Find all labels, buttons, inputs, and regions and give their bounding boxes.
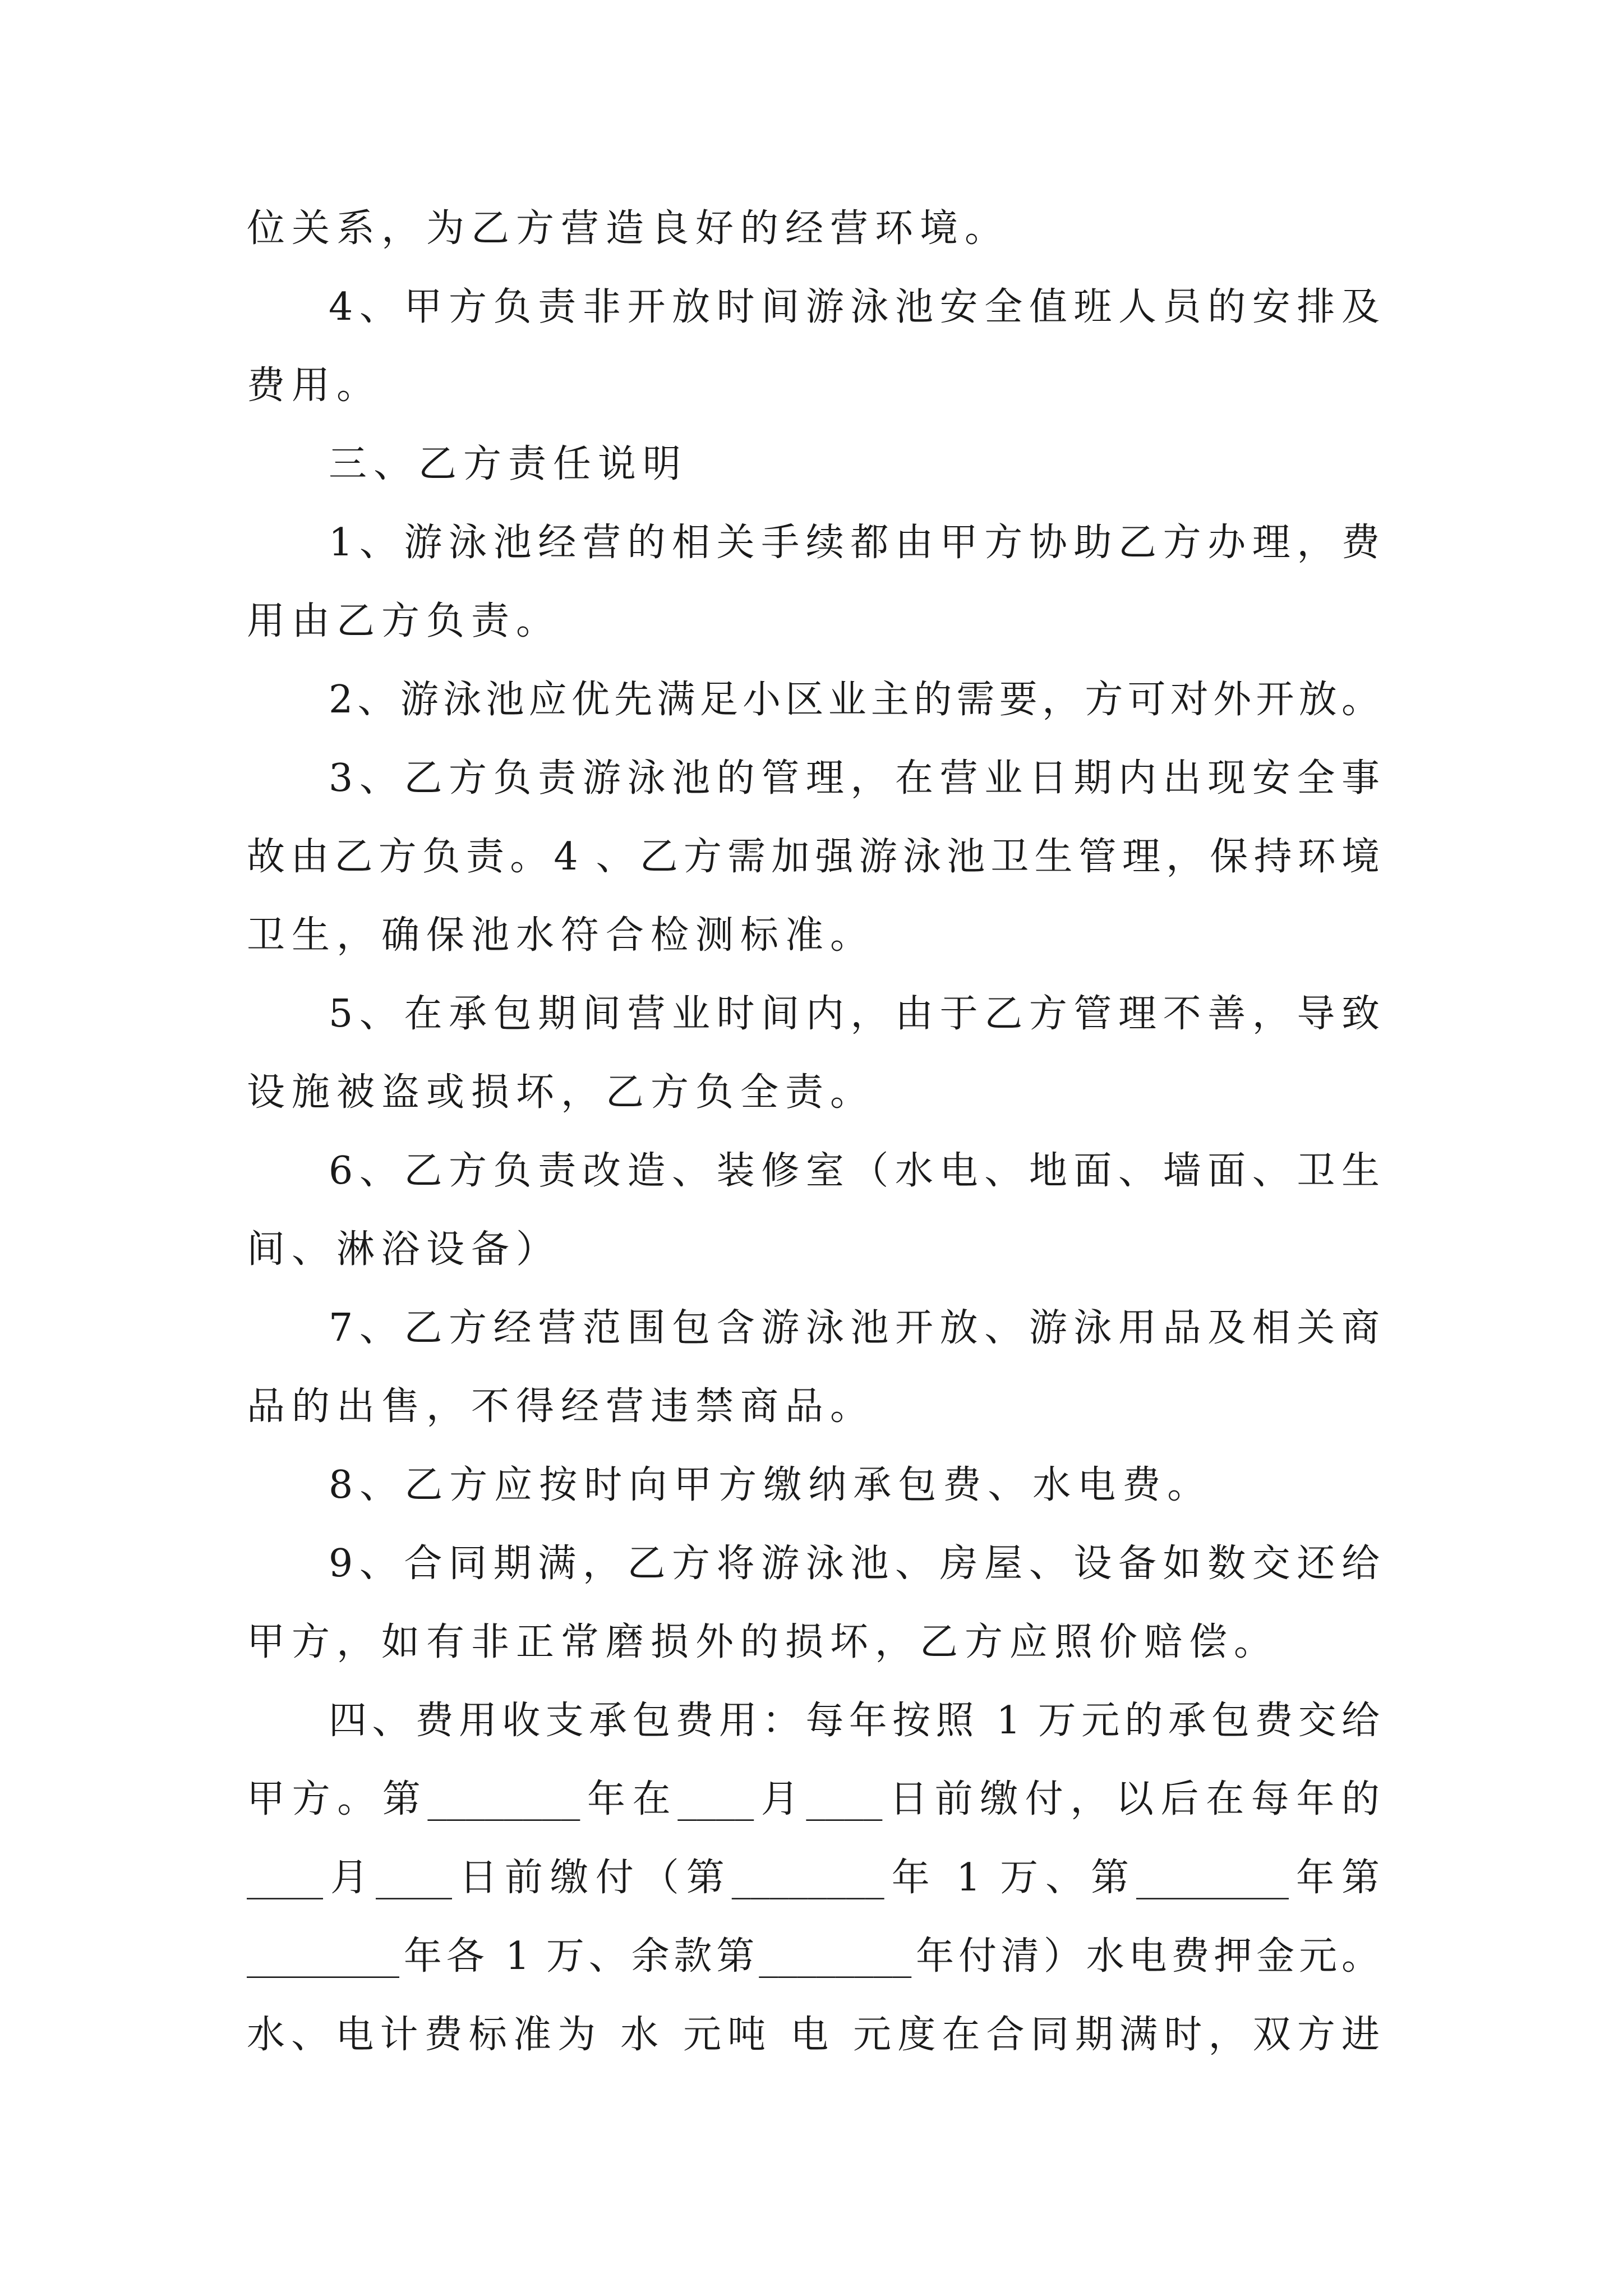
text-line-1: 位关系，为乙方营造良好的经营环境。 [247, 206, 1010, 251]
text-line-24: 水、电计费标准为 水 元吨 电 元度在合同期满时，双方进 [247, 2013, 1380, 2057]
section-heading-4: 四、费用收支承包费用：每年按照 1 万元的承包费交给 [329, 1699, 1380, 1743]
text-line-5: 1、游泳池经营的相关手续都由甲方协助乙方办理，费 [329, 521, 1380, 565]
text-line-23: ________年各 1 万、余款第________年付清）水电费押金元。 [247, 1934, 1380, 1978]
text-line-10: 卫生，确保池水符合检测标准。 [247, 913, 875, 958]
section-heading-3: 三、乙方责任说明 [329, 442, 688, 486]
text-line-13: 6、乙方负责改造、装修室（水电、地面、墙面、卫生 [329, 1149, 1380, 1193]
text-line-17: 8、乙方应按时向甲方缴纳承包费、水电费。 [329, 1463, 1212, 1507]
text-line-19: 甲方，如有非正常磨损外的损坏，乙方应照价赔偿。 [247, 1620, 1279, 1664]
text-line-21: 甲方。第________年在____月____日前缴付，以后在每年的 [247, 1777, 1380, 1821]
text-line-8: 3、乙方负责游泳池的管理，在营业日期内出现安全事 [329, 756, 1380, 800]
text-line-2: 4、甲方负责非开放时间游泳池安全值班人员的安排及 [329, 285, 1380, 329]
text-line-18: 9、合同期满，乙方将游泳池、房屋、设备如数交还给 [329, 1542, 1380, 1586]
text-line-7: 2、游泳池应优先满足小区业主的需要，方可对外开放。 [329, 678, 1380, 722]
text-line-22: ____月____日前缴付（第________年 1 万、第________年第 [247, 1856, 1380, 1900]
text-line-12: 设施被盗或损坏，乙方负全责。 [247, 1070, 875, 1115]
text-line-14: 间、淋浴设备） [247, 1227, 561, 1272]
text-line-9: 故由乙方负责。4 、乙方需加强游泳池卫生管理，保持环境 [247, 835, 1380, 879]
text-line-11: 5、在承包期间营业时间内，由于乙方管理不善，导致 [329, 992, 1380, 1036]
text-line-15: 7、乙方经营范围包含游泳池开放、游泳用品及相关商 [329, 1306, 1380, 1350]
text-line-3: 费用。 [247, 364, 382, 408]
text-line-16: 品的出售，不得经营违禁商品。 [247, 1384, 875, 1429]
text-line-6: 用由乙方负责。 [247, 599, 561, 643]
